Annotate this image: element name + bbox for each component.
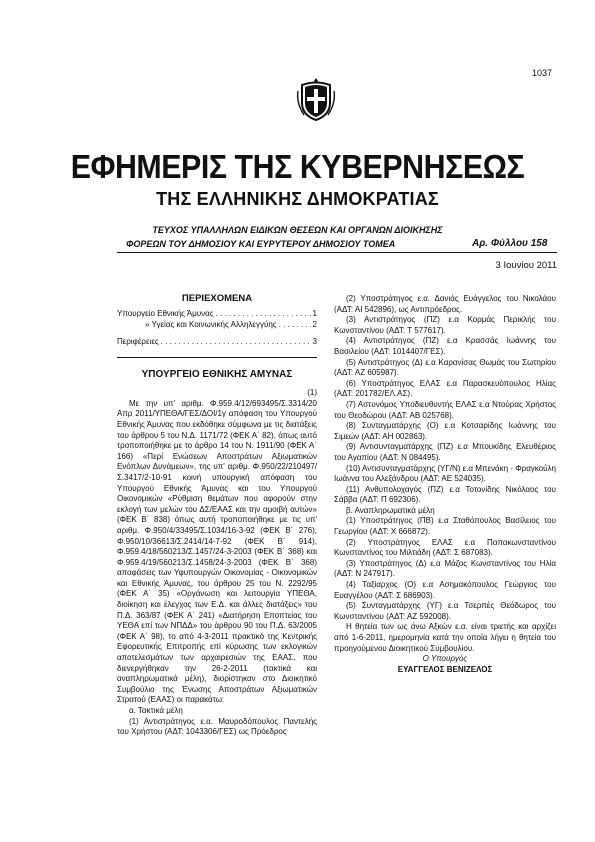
alternate-member-item: (3) Υποστράτηγος (Δ) ε.α Μάζος Κωνσταντίνος του Ηλία (ΑΔΤ: Ν 247917).	[334, 558, 556, 579]
member-item: (7) Αστυνόμος Υποδιευθυντής ΕΛΑΣ ε.α Ντούρας Χρήστος του Θεοδώρου (ΑΔΤ: ΑΒ 025768).	[334, 399, 556, 420]
subheading-regular-members: α. Τακτικά μέλη	[129, 706, 183, 715]
coat-of-arms-icon	[296, 77, 336, 121]
decision-number: (1)	[307, 388, 317, 398]
toc-item-page: 1	[312, 308, 317, 318]
toc-item[interactable]	[117, 308, 317, 319]
section-divider	[117, 357, 317, 358]
toc-heading: ΠΕΡΙΕΧΟΜΕΝΑ	[181, 293, 253, 304]
header-divider	[117, 252, 557, 253]
signature-role: Ο Υπουργός	[422, 654, 468, 664]
toc-item-page: 3	[312, 336, 317, 346]
member-item: (9) Αντισυνταγματάρχης (ΠΖ) ε.α Μπουκίδης Ελευθέριος του Αγαπίου (ΑΔΤ: Ν 084495).	[334, 442, 556, 462]
issue-type-line-1: ΤΕΥΧΟΣ ΥΠΑΛΛΗΛΩΝ ΕΙΔΙΚΩΝ ΘΕΣΕΩΝ ΚΑΙ ΟΡΓΑΝΩΝ ΔΙΟΙΚΗΣΗΣ	[152, 225, 443, 235]
member-item: (1) Αντιστράτηγος ε.α. Μαυροδόπουλος Παντελής του Χρήστου (ΑΔΤ: 1043306/ΓΕΣ) ως Πρόεδρος	[117, 716, 317, 737]
alternate-member-item: (2) Υποστράτηγος ΕΛΑΣ ε.α Παπακωνσταντίνου Κωνσταντίνος του Μιλτιάδη (ΑΔΤ: Σ 687083).	[334, 537, 556, 558]
issue-date: 3 Ιουνίου 2011	[495, 260, 557, 271]
member-item: (10) Αντισυνταγματάρχης (ΥΓ/Ν) ε.α Μπενάκη - Φραγκούλη Ιωάννα του Αλεξάνδρου (ΑΔΤ: ΑΕ 524035).	[334, 463, 556, 484]
member-item: (11) Ανθυπολοχαγός (ΠΖ) ε.α Τοτονίδης Νικόλαος του Σάββα (ΑΔΤ: Π 692306).	[334, 484, 556, 505]
issue-type-line-2: ΦΟΡΕΩΝ ΤΟΥ ΔΗΜΟΣΙΟΥ ΚΑΙ ΕΥΡΥΤΕΡΟΥ ΔΗΜΟΣΙΟΥ ΤΟΜΕΑ	[126, 239, 396, 249]
toc-item-label: Υπουργείο Εθνικής Άμυνας	[117, 308, 214, 318]
toc-item-page: 2	[312, 319, 317, 329]
page-number: 1037	[532, 68, 553, 78]
alternate-member-item: (5) Συνταγματάρχης (ΥΓ) ε.α Τσερπές Θεόδωρος του Κωνσταντίνου (ΑΔΤ: ΑΖ 592008).	[334, 601, 556, 621]
toc-item-label: » Υγείας και Κοινωνικής Αλληλεγγύης	[145, 319, 277, 329]
member-item: (8) Συνταγματάρχης (Ο) ε.α Κοτσαρίδης Ιωάννης του Σιμεών (ΑΔΤ: ΑΗ 002863).	[334, 421, 556, 441]
decision-body: Με την υπ' αριθμ. Φ.959.4/12/693495/Σ.3314/20 Απρ 2011/ΥΠΕΘΑ/ΓΕΣ/ΔΟΙ/1γ απόφαση του Υπουργού Εθνικής Άμυνας που εκδόθηκε σύμφωνα με τις διατάξεις του άρθρου 5 του Ν.Δ. 1171/72 (ΦΕΚ Α΄ 82), όπως αυτό τροποποιήθηκε με το άρθρο 14 του Ν. 1911/90 (ΦΕΚ Α΄ 166) «Περί Ενώσεων Αποστράτων Αξιωματικών Ενόπλων Δυνάμεων», της υπ' αριθμ. Φ.950/22/210497/Σ.3417/2-10-91 κοινή υπουργική απόφαση του Υπουργού Εθνικής Άμυνας και του Υπουργού Οικονομικών «Ρύθμιση θεμάτων που αφορούν στην εκλογή των μελών του ΔΣ/ΕΑΑΣ και την αμοιβή αυτών» (ΦΕΚ Β΄ 838) όπως αυτή τροποποιήθηκε με τις υπ' αριθμ. Φ.950/4/33495/Σ.1034/16-3-92 (ΦΕΚ Β΄ 276), Φ.950/10/36613/Σ.2414/14-7-92 (ΦΕΚ Β΄ 914), Φ.959.4/18/560213/Σ.1457/24-3-2003 (ΦΕΚ Β΄ 368) και Φ.959.4/19/560213/Σ.1458/24-3-2003 (ΦΕΚ Β΄ 368) αποφάσεις των Υφυπουργών Οικονομίας - Οικονομικών και Εθνικής Άμυνας, του άρθρου 25 του Ν. 2292/95 (ΦΕΚ Α΄ 35) «Οργάνωση και λειτουργία ΥΠΕΘΑ, διοίκηση και έλεγχος των Ε.Δ. και άλλες διατάξεις» του Π.Δ. 363/87 (ΦΕΚ Α΄ 241) «Διατήρηση Εποπτείας του ΥΕΘΑ επί των ΝΠΔΔ» του άρθρου 90 του Π.Δ. 63/2005 (ΦΕΚ Α΄ 98), το από 4-3-2011 πρακτικό της Κεντρικής Εφορευτικής Επιτροπής επί κύρωσης των εκλογικών αποτελεσμάτων των αρχαιρεσιών της ΕΑΑΣ, που διενεργήθηκαν την 26-2-2011 (τακτικά και αναπληρωματικά μέλη), διορίστηκαν στο Διοικητικό Συμβούλιο της Ένωσης Αποστράτων Αξιωματικών Στρατού (ΕΑΑΣ) οι παρακάτω:	[117, 398, 317, 705]
gazette-title: ΕΦΗΜΕΡΙΣ ΤΗΣ ΚΥΒΕΡΝΗΣΕΩΣ	[70, 148, 525, 185]
closing-paragraph: Η θητεία των ως άνω Αξκών ε.α. είναι τριετής και αρχίζει από 1-6-2011, ημερομηνία κατά την οποία λήγει η θητεία του προηγούμενου Διοικητικού Συμβουλίου.	[334, 622, 556, 653]
gazette-subtitle: ΤΗΣ ΕΛΛΗΝΙΚΗΣ ΔΗΜΟΚΡΑΤΙΑΣ	[156, 189, 439, 209]
member-item: (5) Αντιστράτηγος (Δ) ε.α Καρανίσας Θωμάς του Σωτηρίου (ΑΔΤ: ΑΖ 605987).	[334, 357, 556, 378]
left-column	[117, 294, 317, 738]
member-item: (6) Υποστράτηγος ΕΛΑΣ ε.α Παρασκευόπουλος Ηλίας (ΑΔΤ: 201782/ΕΛ.ΑΣ).	[334, 378, 556, 399]
right-column	[334, 294, 556, 675]
signature-name: ΕΥΑΓΓΕΛΟΣ ΒΕΝΙΖΕΛΟΣ	[397, 664, 493, 674]
alternate-member-item: (4) Ταξίαρχος (Ο) ε.α Ασημακόπουλος Γεώργιος του Ευαγγέλου (ΑΔΤ: Σ 686903).	[334, 580, 556, 600]
toc-item-label: Περιφέρειες	[117, 336, 159, 346]
section-heading: ΥΠΟΥΡΓΕΙΟ ΕΘΝΙΚΗΣ ΑΜΥΝΑΣ	[141, 368, 293, 380]
member-item: (2) Υποστράτηγος ε.α. Δανιάς Ευάγγελος του Νικολάου (ΑΔΤ: ΑΙ 542896), ως Αντιπρόεδρος.	[334, 294, 556, 314]
member-item: (4) Αντιστράτηγος (ΠΖ) ε.α Κρασσάς Ιωάννης του Βασιλείου (ΑΔΤ: 1014407/ΓΕΣ).	[334, 336, 556, 356]
member-item: (3) Αντιστράτηγος (ΠΖ) ε.α Κορμάς Περικλής του Κωνσταντίνου (ΑΔΤ: Τ 577617).	[334, 315, 556, 335]
toc-item[interactable]	[117, 319, 317, 330]
alternate-member-item: (1) Υποστράτηγος (ΠΒ) ε.α Σταθόπουλος Βασίλειος του Γεωργίου (ΑΔΤ: Χ 666872).	[334, 516, 556, 537]
toc-item[interactable]	[117, 336, 317, 347]
subheading-alternate-members: β. Αναπληρωματικά μέλη	[346, 505, 435, 515]
sheet-number: Αρ. Φύλλου 158	[472, 238, 548, 249]
